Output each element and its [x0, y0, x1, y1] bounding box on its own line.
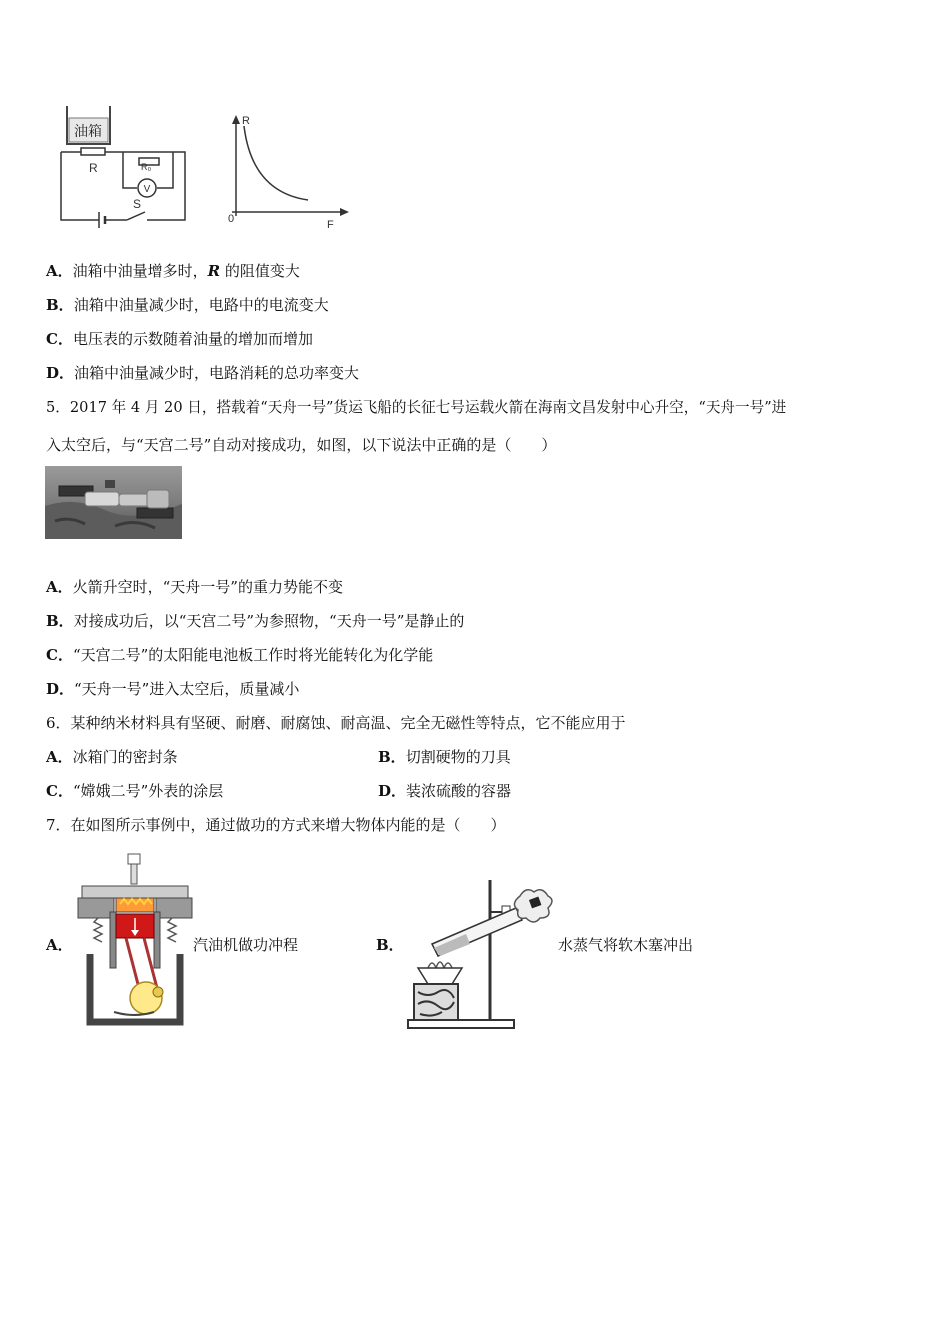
q4-option-b-letter: B． — [46, 296, 74, 314]
r-label: R — [89, 161, 98, 175]
q6-option-c-text: “嫦娥二号”外表的涂层 — [72, 782, 224, 800]
spacecraft-docking-photo — [45, 466, 182, 539]
q5-stem-line1: 5．2017 年 4 月 20 日，搭载着“天舟一号”货运飞船的长征七号运载火箭在海南文昌发射中心升空，“天舟一号”进 — [46, 399, 787, 416]
r-f-graph-figure — [222, 112, 352, 232]
q5-option-a-text: 火箭升空时，“天舟一号”的重力势能不变 — [72, 578, 343, 596]
q4-option-d — [46, 363, 359, 383]
q4-option-c-letter: C． — [46, 330, 73, 348]
q7-option-b-letter: B． — [376, 936, 404, 954]
q4-option-b-text: 油箱中油量减少时，电路中的电流变大 — [73, 296, 329, 314]
q6-stem: 6．某种纳米材料具有坚硬、耐磨、耐腐蚀、耐高温、完全无磁性等特点，它不能应用于 — [46, 714, 626, 732]
q5-option-c-letter: C． — [46, 646, 73, 664]
q4-option-a-italic: R — [207, 262, 221, 280]
oil-tank-circuit-figure — [55, 100, 195, 230]
q6-option-a — [46, 747, 178, 767]
q4-option-c-text: 电压表的示数随着油量的增加而增加 — [72, 330, 313, 348]
q4-option-a-letter: A． — [46, 262, 73, 280]
q6-option-b-letter: B． — [378, 748, 406, 766]
q6-option-b-text: 切割硬物的刀具 — [405, 748, 511, 766]
s-label: S — [133, 197, 142, 211]
steam-cork-experiment-figure — [404, 872, 556, 1032]
q5-stem-line2: 入太空后，与“天宫二号”自动对接成功，如图，以下说法中正确的是（ ） — [46, 436, 557, 454]
q5-option-c-text: “天宫二号”的太阳能电池板工作时将光能转化为化学能 — [72, 646, 434, 664]
graph-origin-label: 0 — [228, 213, 235, 225]
engine-power-stroke-figure — [76, 852, 194, 1030]
q6-option-a-letter: A． — [46, 748, 73, 766]
q4-option-c — [46, 329, 313, 349]
q5-option-d — [46, 679, 299, 699]
q7-option-a-letter: A． — [46, 936, 73, 954]
graph-y-label: R — [242, 115, 250, 127]
v-label: V — [143, 184, 151, 195]
q5-option-a-letter: A． — [46, 578, 73, 596]
q6-option-d-letter: D． — [378, 782, 407, 800]
q6-option-d — [378, 781, 511, 801]
q7-stem: 7．在如图所示事例中，通过做功的方式来增大物体内能的是（ ） — [46, 816, 506, 834]
q4-option-d-text: 油箱中油量减少时，电路消耗的总功率变大 — [74, 364, 360, 382]
q4-option-a-post: 的阻值变大 — [220, 262, 300, 280]
q4-option-a-pre: 油箱中油量增多时， — [72, 262, 208, 280]
q6-option-b — [378, 747, 511, 767]
tank-label: 油箱 — [74, 123, 102, 139]
q5-option-b — [46, 611, 464, 631]
q6-option-c — [46, 781, 223, 801]
graph-x-label: F — [327, 219, 334, 231]
q5-option-d-letter: D． — [46, 680, 75, 698]
q5-option-b-text: 对接成功后，以“天宫二号”为参照物，“天舟一号”是静止的 — [73, 612, 465, 630]
q4-option-a — [46, 261, 300, 281]
q5-option-a — [46, 577, 343, 597]
q5-option-d-text: “天舟一号”进入太空后，质量减小 — [74, 680, 300, 698]
q6-option-c-letter: C． — [46, 782, 73, 800]
r0-label: R₀ — [141, 162, 152, 172]
q5-option-c — [46, 645, 433, 665]
q4-option-b — [46, 295, 329, 315]
q7-option-a-caption: 汽油机做功冲程 — [193, 936, 299, 954]
q4-option-d-letter: D． — [46, 364, 75, 382]
q6-option-a-text: 冰箱门的密封条 — [72, 748, 178, 766]
q5-option-b-letter: B． — [46, 612, 74, 630]
q7-option-b-caption: 水蒸气将软木塞冲出 — [558, 936, 694, 954]
q6-option-d-text: 装浓硫酸的容器 — [406, 782, 512, 800]
